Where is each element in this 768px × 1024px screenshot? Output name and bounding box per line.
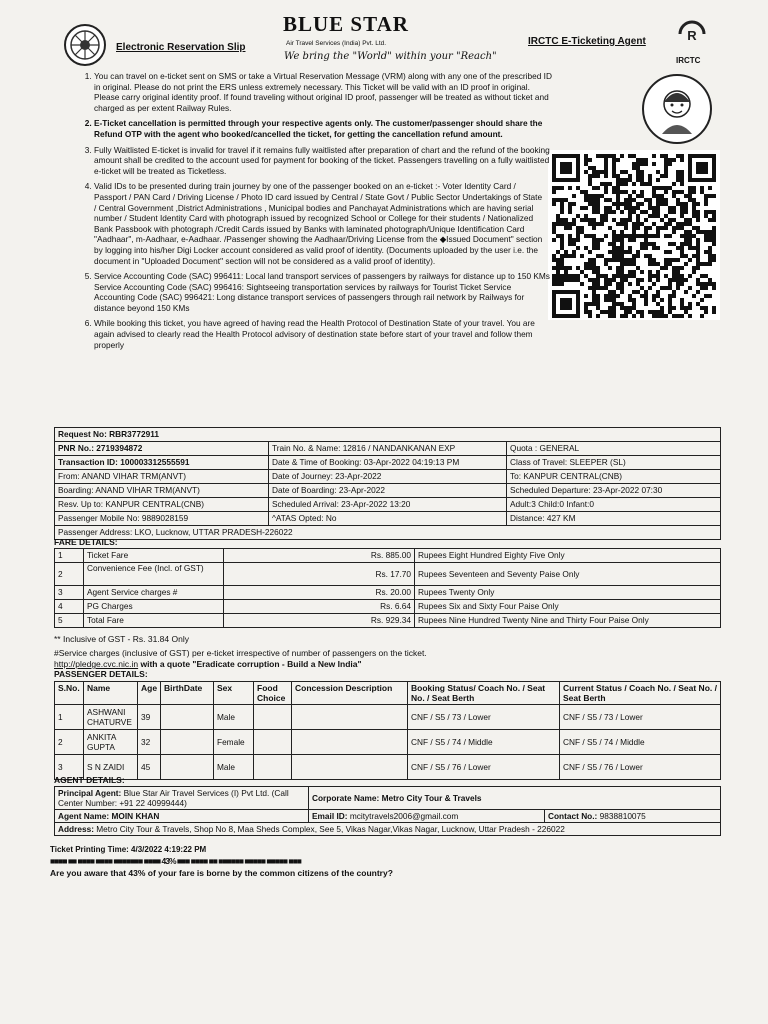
fare-label: Convenience Fee (Incl. of GST) xyxy=(84,563,224,586)
journey-date: Date of Journey: 23-Apr-2022 xyxy=(269,470,507,484)
pax-current-status: CNF / S5 / 74 / Middle xyxy=(560,730,721,755)
pax-sex: Male xyxy=(214,705,254,730)
transaction-id: Transaction ID: 100003312555591 xyxy=(55,456,269,470)
fare-words: Rupees Twenty Only xyxy=(415,586,721,600)
pax-concession xyxy=(292,705,408,730)
pax-age: 32 xyxy=(138,730,161,755)
fare-amount: Rs. 885.00 xyxy=(224,549,415,563)
pax-concession xyxy=(292,755,408,780)
passenger-details-title: PASSENGER DETAILS: xyxy=(54,669,148,679)
dash-right: ■■■ ■■■■ ■■ ■■■■■■ ■■■■■ ■■■■■ ■■■ xyxy=(175,856,301,866)
pax-birthdate xyxy=(161,705,214,730)
instructions-list xyxy=(78,71,554,355)
passenger-table xyxy=(54,681,721,780)
pax-birthdate xyxy=(161,755,214,780)
fare-amount: Rs. 929.34 xyxy=(224,614,415,628)
passenger-header-row xyxy=(55,682,721,705)
instruction-item: 5. Service Accounting Code (SAC) 996411: Local land transport services of passengers by railways for distance up to 150 KMs Service Accounting Code (SAC) 996416: Sightseeing transportation services by railways for Tourist Ticket Service Accounting Code (SAC) 996421: Long distance transport services of passengers through rail network by Railways for distance beyond 150 KMs xyxy=(94,271,554,313)
passenger-mobile: Passenger Mobile No: 9889028159 xyxy=(55,512,269,526)
table-row xyxy=(55,730,721,755)
brand-name: BLUE STAR xyxy=(283,12,409,36)
agent-details-title: AGENT DETAILS: xyxy=(54,775,125,785)
ers-title: Electronic Reservation Slip xyxy=(116,42,246,53)
fare-details-title: FARE DETAILS: xyxy=(54,537,118,547)
subsidy-percent: 43% xyxy=(161,856,176,866)
pax-birthdate xyxy=(161,730,214,755)
fare-words: Rupees Six and Sixty Four Paise Only xyxy=(415,600,721,614)
pledge-quote: with a quote "Eradicate corruption - Build a New India" xyxy=(138,659,362,669)
pax-current-status: CNF / S5 / 73 / Lower xyxy=(560,705,721,730)
dash-left: ■■■■ ■■ ■■■■ ■■■■ ■■■■■■■ ■■■■ xyxy=(50,856,162,866)
col-age: Age xyxy=(138,682,161,705)
col-booking-status: Booking Status/ Coach No. / Seat No. / Seat Berth xyxy=(408,682,560,705)
fare-words: Rupees Seventeen and Seventy Paise Only xyxy=(415,563,721,586)
svg-text:R: R xyxy=(687,28,697,43)
service-charge-note: #Service charges (inclusive of GST) per e-ticket irrespective of number of passengers on the ticket. xyxy=(54,648,427,658)
printing-time: Ticket Printing Time: 4/3/2022 4:19:22 PM xyxy=(50,845,207,854)
agent-email xyxy=(309,810,545,823)
boarding-station: Boarding: ANAND VIHAR TRM(ANVT) xyxy=(55,484,269,498)
from-station: From: ANAND VIHAR TRM(ANVT) xyxy=(55,470,269,484)
agent-address xyxy=(55,823,721,836)
fare-no: 5 xyxy=(55,614,84,628)
mascot-icon xyxy=(642,74,712,144)
fare-label: Agent Service charges # xyxy=(84,586,224,600)
contact-label: Contact No.: xyxy=(548,811,598,821)
pax-sno: 1 xyxy=(55,705,84,730)
col-birthdate: BirthDate xyxy=(161,682,214,705)
fare-row xyxy=(55,600,721,614)
fare-label: Total Fare xyxy=(84,614,224,628)
pax-food xyxy=(254,730,292,755)
corporate-name: Corporate Name: Metro City Tour & Travels xyxy=(309,787,721,810)
pax-booking-status: CNF / S5 / 76 / Lower xyxy=(408,755,560,780)
brand-tagline: We bring the "World" within your "Reach" xyxy=(284,51,497,62)
irctc-agent-title: IRCTC E-Ticketing Agent xyxy=(528,36,646,47)
pax-age: 45 xyxy=(138,755,161,780)
col-sno: S.No. xyxy=(55,682,84,705)
email-value: mcitytravels2006@gmail.com xyxy=(347,811,459,821)
pax-name: ANKITA GUPTA xyxy=(84,730,138,755)
irctc-label: IRCTC xyxy=(676,56,701,65)
fare-no: 2 xyxy=(55,563,84,586)
gst-note: ** Inclusive of GST - Rs. 31.84 Only xyxy=(54,634,189,644)
pax-sno: 3 xyxy=(55,755,84,780)
pax-sex: Female xyxy=(214,730,254,755)
railway-emblem-icon xyxy=(64,24,106,66)
principal-agent xyxy=(55,787,309,810)
pledge-line xyxy=(54,659,362,669)
fare-amount: Rs. 20.00 xyxy=(224,586,415,600)
agent-name: Agent Name: MOIN KHAN xyxy=(55,810,309,823)
instruction-item: 2. E-Ticket cancellation is permitted through your respective agents only. The customer/passenger should share the Refund OTP with the agent who booked/cancelled the ticket, for getting the cancellation refund amount. xyxy=(94,118,554,139)
train-name: Train No. & Name: 12816 / NANDANKANAN EXP xyxy=(269,442,507,456)
fare-amount: Rs. 17.70 xyxy=(224,563,415,586)
fare-row xyxy=(55,614,721,628)
pax-name: ASHWANI CHATURVE xyxy=(84,705,138,730)
boarding-date: Date of Boarding: 23-Apr-2022 xyxy=(269,484,507,498)
fare-label: PG Charges xyxy=(84,600,224,614)
col-current-status: Current Status / Coach No. / Seat No. / Seat Berth xyxy=(560,682,721,705)
brand-subtitle: Air Travel Services (India) Pvt. Ltd. xyxy=(286,40,387,47)
col-sex: Sex xyxy=(214,682,254,705)
pledge-link[interactable]: http://pledge.cvc.nic.in xyxy=(54,659,139,669)
principal-agent-label: Principal Agent: xyxy=(58,788,122,798)
booking-info-table xyxy=(54,427,721,540)
instruction-item: 4. Valid IDs to be presented during train journey by one of the passenger booked on an e-ticket :- Voter Identity Card / Passport / PAN Card / Driving License / Photo ID card issued by Central / State Govt / Public Sector Undertakings of State / Central Government ,District Administrations , Municipal bodies and Panchayat Administrations which are having serial number / Student Identity Card with photograph issued by recognized School or College for their students / Nationalized Bank Passbook with photograph /Credit Cards issued by Banks with laminated photograph/Unique Identification Card "Aadhaar", m-Aadhaar, e-Aadhaar. /Passenger showing the Aadhaar/Driving License from the ◆Issued Document" section by logging into his/her Digi Locker account considered as valid proof of identity. (Documents uploaded by the user i.e. the document in "Uploaded Document" section will not be considered as a valid proof of identity). xyxy=(94,181,544,266)
email-label: Email ID: xyxy=(312,811,348,821)
pax-age: 39 xyxy=(138,705,161,730)
fare-words: Rupees Eight Hundred Eighty Five Only xyxy=(415,549,721,563)
fare-words: Rupees Nine Hundred Twenty Nine and Thirty Four Paise Only xyxy=(415,614,721,628)
pax-food xyxy=(254,705,292,730)
pax-booking-status: CNF / S5 / 74 / Middle xyxy=(408,730,560,755)
passenger-address: Passenger Address: LKO, Lucknow, UTTAR PRADESH-226022 xyxy=(55,526,721,540)
col-concession: Concession Description xyxy=(292,682,408,705)
address-label: Address: xyxy=(58,824,94,834)
class-of-travel: Class of Travel: SLEEPER (SL) xyxy=(507,456,721,470)
fare-row xyxy=(55,549,721,563)
fare-table xyxy=(54,548,721,628)
col-name: Name xyxy=(84,682,138,705)
col-food: Food Choice xyxy=(254,682,292,705)
address-value: Metro City Tour & Travels, Shop No 8, Maa Sheds Complex, See 5, Vikas Nagar,Vikas Nagar, Lucknow, Uttar Pradesh - 226022 xyxy=(93,824,565,834)
irctc-logo-icon xyxy=(672,14,712,54)
principal-agent-value: Blue Star Air Travel Services (I) Pvt Ltd. (Call Center Number: +91 22 40999444) xyxy=(58,788,289,808)
resv-upto: Resv. Up to: KANPUR CENTRAL(CNB) xyxy=(55,498,269,512)
agent-contact xyxy=(545,810,721,823)
scheduled-arrival: Scheduled Arrival: 23-Apr-2022 13:20 xyxy=(269,498,507,512)
booking-time: Date & Time of Booking: 03-Apr-2022 04:19:13 PM xyxy=(269,456,507,470)
scheduled-departure: Scheduled Departure: 23-Apr-2022 07:30 xyxy=(507,484,721,498)
to-station: To: KANPUR CENTRAL(CNB) xyxy=(507,470,721,484)
agent-table xyxy=(54,786,721,836)
fare-awareness-question: Are you aware that 43% of your fare is borne by the common citizens of the country? xyxy=(50,868,393,878)
pnr-number: PNR No.: 2719394872 xyxy=(55,442,269,456)
fare-amount: Rs. 6.64 xyxy=(224,600,415,614)
contact-value: 9838810075 xyxy=(597,811,646,821)
table-row xyxy=(55,755,721,780)
fare-label: Ticket Fare xyxy=(84,549,224,563)
fare-no: 4 xyxy=(55,600,84,614)
instruction-item: 6. While booking this ticket, you have agreed of having read the Health Protocol of Destination State of your travel. You are again advised to clearly read the Health Protocol advisory of destination state before start of your travel and follow them properly xyxy=(94,318,554,350)
distance: Distance: 427 KM xyxy=(507,512,721,526)
pax-sex: Male xyxy=(214,755,254,780)
pax-food xyxy=(254,755,292,780)
passenger-count: Adult:3 Child:0 Infant:0 xyxy=(507,498,721,512)
fare-row xyxy=(55,586,721,600)
pax-sno: 2 xyxy=(55,730,84,755)
instruction-item: 1. You can travel on e-ticket sent on SMS or take a Virtual Reservation Message (VRM) along with any one of the prescribed ID in original. Please do not print the ERS unless extremely necessary. This Ticket will be valid with an ID proof in original. Please carry original identity proof. If found traveling without original ID proof, passenger will be treated as without ticket and charged as per extent Railway Rules. xyxy=(94,71,554,113)
pax-concession xyxy=(292,730,408,755)
fare-row xyxy=(55,563,721,586)
pax-name: S N ZAIDI xyxy=(84,755,138,780)
pax-current-status: CNF / S5 / 76 / Lower xyxy=(560,755,721,780)
atas-opted: ^ATAS Opted: No xyxy=(269,512,507,526)
pax-booking-status: CNF / S5 / 73 / Lower xyxy=(408,705,560,730)
fare-no: 3 xyxy=(55,586,84,600)
fare-no: 1 xyxy=(55,549,84,563)
qr-code-icon xyxy=(548,150,720,320)
quota: Quota : GENERAL xyxy=(507,442,721,456)
fare-subsidy-bar xyxy=(50,856,301,866)
table-row xyxy=(55,705,721,730)
instruction-item: 3. Fully Waitlisted E-ticket is invalid for travel if it remains fully waitlisted after preparation of chart and the refund of the booking amount shall be credited to the account used for payment for booking of the ticket. Passengers travelling on a fully waitlisted e-ticket will be treated as Ticketless. xyxy=(94,145,554,177)
request-no: Request No: RBR3772911 xyxy=(55,428,721,442)
